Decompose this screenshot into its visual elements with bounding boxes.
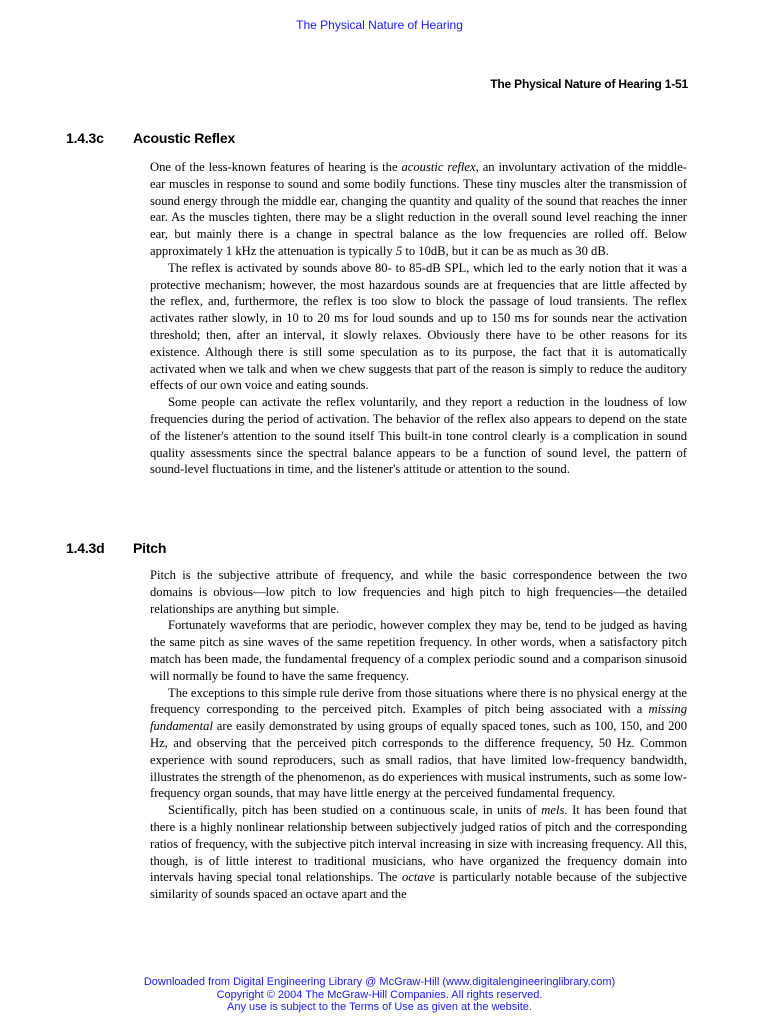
- footer-download-link[interactable]: Downloaded from Digital Engineering Library @ McGraw-Hill (www.digitalengineeringlibrary.com): [143, 976, 616, 988]
- section-number: 1.4.3c: [66, 130, 104, 146]
- section-number: 1.4.3d: [66, 540, 105, 556]
- paragraph: Scientifically, pitch has been studied on a continuous scale, in units of mels. It has been found that there is a highly nonlinear relationship between subjectively judged ratios of pitch and the corresponding ratios of frequency, with the subjective pitch interval increasing in size with increasing frequency. All this, though, is of little interest to traditional musicians, who have organized the frequency domain into intervals having special tonal relationships. The octave is particularly notable because of the subjective similarity of sounds spaced an octave apart and the: [150, 803, 687, 902]
- paragraph: Pitch is the subjective attribute of frequency, and while the basic correspondence between the two domains is obvious—low pitch to low frequencies and high pitch to high frequencies—the detailed relationships are anything but simple.: [150, 568, 687, 616]
- italic-term: octave: [401, 870, 435, 885]
- paragraph: One of the less-known features of hearing is the acoustic reflex, an involuntary activation of the middle-ear muscles in response to sound and some bodily functions. These tiny muscles alter the transmission of sound energy through the middle ear, changing the quantity and quality of the sound that reaches the inner ear. As the muscles tighten, there may be a slight reduction in the overall sound level reaching the inner ear, but mainly there is a change in spectral balance as the low frequencies are rolled off. Below approximately 1 kHz the attenuation is typically 5 to 10dB, but it can be as much as 30 dB.: [150, 160, 687, 258]
- footer-copyright: [0, 976, 759, 1014]
- section-heading-acoustic-reflex: [66, 130, 235, 146]
- header-chapter-link[interactable]: The Physical Nature of Hearing: [296, 18, 463, 32]
- section-body-acoustic-reflex: [150, 159, 687, 478]
- italic-term: acoustic reflex: [401, 160, 476, 174]
- section-title: Acoustic Reflex: [133, 130, 236, 146]
- section-body-pitch: [150, 567, 687, 903]
- paragraph: Fortunately waveforms that are periodic, however complex they may be, tend to be judged as having the same pitch as sine waves of the same repetition frequency. In other words, when a satisfactory pitch match has been made, the fundamental frequency of a complex periodic sound and a comparison sinusoid will normally be found to have the same frequency.: [150, 618, 687, 683]
- paragraph: The reflex is activated by sounds above 80- to 85-dB SPL, which led to the early notion that it was a protective mechanism; however, the most hazardous sounds are at frequencies that are little affected by the reflex, and, furthermore, the reflex is too slow to block the passage of loud transients. The reflex activates rather slowly, in 10 to 20 ms for loud sounds and up to 150 ms for sounds near the activation threshold; then, after an interval, it slowly relaxes. Obviously there have to be other reasons for its existence. Although there is still some speculation as to its purpose, the fact that it is automatically activated when we talk and when we chew suggests that part of the reason is simply to reduce the auditory effects of our own voice and eating sounds.: [150, 260, 687, 393]
- section-heading-pitch: [66, 540, 166, 556]
- footer-copyright-link[interactable]: Copyright © 2004 The McGraw-Hill Companies. All rights reserved.: [216, 988, 543, 1001]
- section-title: Pitch: [133, 540, 167, 556]
- footer-terms-link[interactable]: Any use is subject to the Terms of Use as given at the website.: [227, 1001, 532, 1013]
- italic-term: missing fundamental: [150, 702, 687, 734]
- italic-term: mels: [541, 803, 565, 818]
- italic-term: 5: [395, 243, 403, 258]
- paragraph: The exceptions to this simple rule derive from those situations where there is no physical energy at the frequency corresponding to the perceived pitch. Examples of pitch being associated with a missing fundamental are easily demonstrated by using groups of equally spaced tones, such as 100, 150, and 200 Hz, and observing that the perceived pitch corresponds to the difference frequency, 50 Hz. Common experience with sound reproducers, such as small radios, that have limited low-frequency bandwidth, illustrates the strength of the phenomenon, as do experiences with musical instruments, such as some low-frequency organ sounds, that may have little energy at the perceived fundamental frequency.: [150, 685, 687, 801]
- running-head: The Physical Nature of Hearing 1-51: [490, 77, 688, 91]
- paragraph: Some people can activate the reflex voluntarily, and they report a reduction in the loudness of low frequencies during the period of activation. The behavior of the reflex also appears to depend on the state of the listener's attention to the sound itself This built-in tone control clearly is a complication in sound quality assessments since the spectral balance appears to be a function of sound level, the pattern of sound-level fluctuations in time, and the listener's attitude or attention to the sound.: [150, 395, 687, 477]
